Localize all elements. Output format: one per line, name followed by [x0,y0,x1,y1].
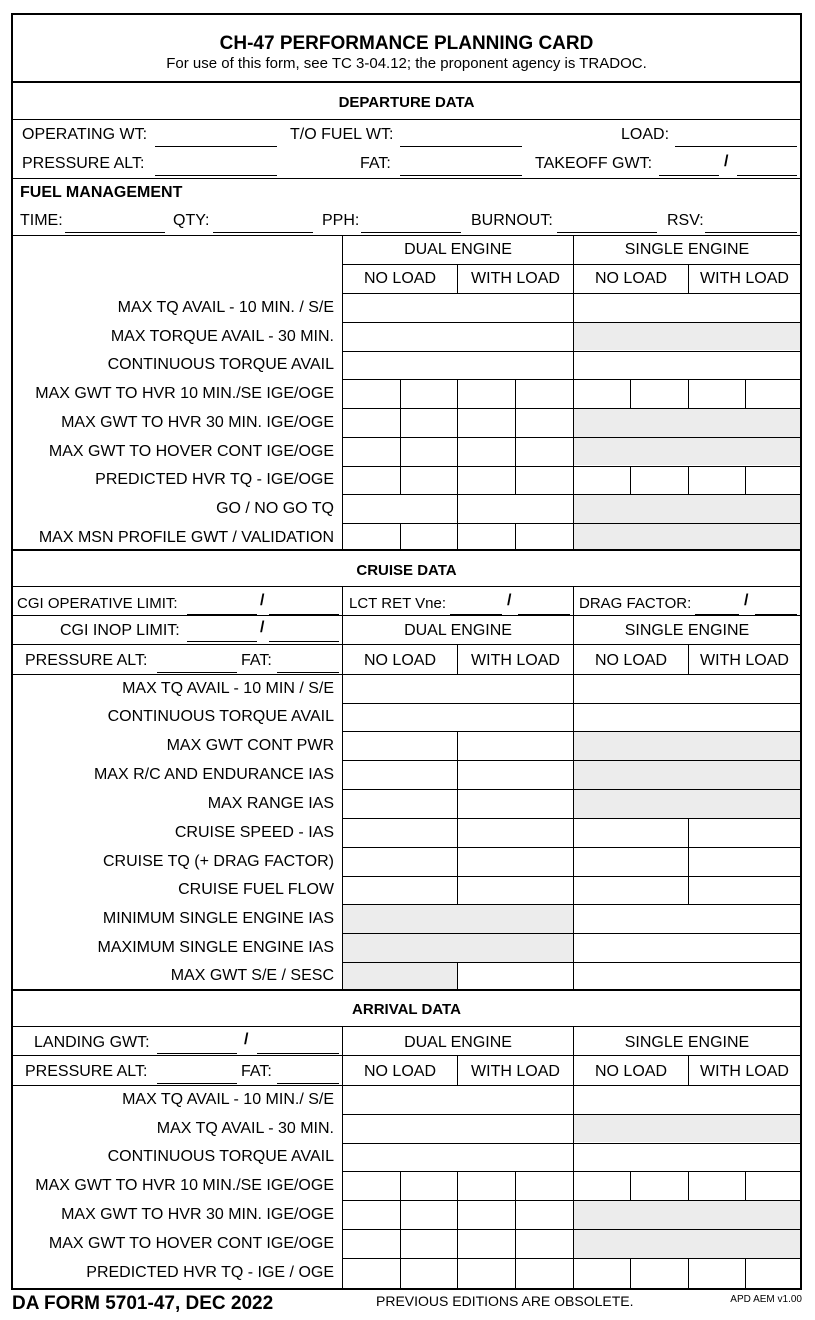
drag-factor-label: DRAG FACTOR: [579,595,692,612]
cruise-pressure-alt-label: PRESSURE ALT: [25,652,148,669]
cgi-operative-slash: / [260,592,265,609]
cgi-inop-field-a[interactable] [187,620,257,642]
cruise-single-no-load: NO LOAD [594,652,667,669]
lct-ret-vne-label: LCT RET Vne: [349,595,446,612]
fuel-time-label: TIME: [20,212,63,229]
arrival-row-label: MAX GWT TO HOVER CONT IGE/OGE [48,1235,334,1252]
takeoff-gwt-label: TAKEOFF GWT: [535,155,653,172]
cruise-row-label: MAX GWT S/E / SESC [170,967,334,984]
fuel-burnout-field[interactable] [557,211,657,233]
cruise-row-label: MAX RANGE IAS [207,795,334,812]
performance-planning-card [11,13,802,1290]
arrival-row-label: MAX GWT TO HVR 10 MIN./SE IGE/OGE [35,1177,334,1194]
to-fuel-wt-field[interactable] [400,125,522,147]
cruise-row-label: MAX GWT CONT PWR [166,737,334,754]
version-label: APD AEM v1.00 [730,1294,802,1305]
departure-row-label: GO / NO GO TQ [216,500,334,517]
departure-row-label: PREDICTED HVR TQ - IGE/OGE [95,471,334,488]
departure-row-label: MAX TORQUE AVAIL - 30 MIN. [110,328,334,345]
arrival-row-label: MAX TQ AVAIL - 30 MIN. [156,1120,334,1137]
departure-dual-engine-header: DUAL ENGINE [404,241,512,258]
departure-single-with-load: WITH LOAD [700,270,789,287]
form-title: CH-47 PERFORMANCE PLANNING CARD [219,33,594,54]
fuel-pph-field[interactable] [361,211,461,233]
cruise-pressure-alt-field[interactable] [157,651,237,673]
cruise-fat-field[interactable] [277,651,339,673]
arrival-dual-with-load: WITH LOAD [471,1063,560,1080]
departure-single-no-load: NO LOAD [594,270,667,287]
cruise-dual-with-load: WITH LOAD [471,652,560,669]
cruise-row-label: CRUISE TQ (+ DRAG FACTOR) [103,853,334,870]
drag-factor-slash: / [744,592,749,609]
departure-single-engine-header: SINGLE ENGINE [624,241,750,258]
cgi-inop-limit-label: CGI INOP LIMIT: [60,622,180,639]
departure-dual-no-load: NO LOAD [363,270,436,287]
cruise-single-engine-header: SINGLE ENGINE [624,622,750,639]
arrival-single-no-load: NO LOAD [594,1063,667,1080]
departure-row-label: CONTINUOUS TORQUE AVAIL [107,356,334,373]
takeoff-gwt-field-a[interactable] [659,154,719,176]
fuel-qty-field[interactable] [213,211,313,233]
operating-wt-label: OPERATING WT: [22,126,148,143]
takeoff-gwt-slash: / [724,153,729,170]
cruise-single-with-load: WITH LOAD [700,652,789,669]
fuel-management-title: FUEL MANAGEMENT [20,184,183,201]
fuel-rsv-label: RSV: [667,212,704,229]
cgi-operative-limit-label: CGI OPERATIVE LIMIT: [17,595,178,612]
takeoff-gwt-field-b[interactable] [737,154,797,176]
arrival-section-title: ARRIVAL DATA [352,1001,461,1018]
landing-gwt-field-b[interactable] [257,1032,339,1054]
lct-ret-field-a[interactable] [450,593,502,615]
cgi-operative-field-b[interactable] [269,593,339,615]
departure-pressure-alt-field[interactable] [155,154,277,176]
departure-row-label: MAX GWT TO HOVER CONT IGE/OGE [48,443,334,460]
arrival-pressure-alt-field[interactable] [157,1062,237,1084]
drag-factor-field-a[interactable] [695,593,739,615]
arrival-single-with-load: WITH LOAD [700,1063,789,1080]
cruise-row-label: CRUISE FUEL FLOW [178,881,334,898]
form-number: DA FORM 5701-47, DEC 2022 [12,1293,274,1314]
fuel-pph-label: PPH: [322,212,360,229]
arrival-pressure-alt-label: PRESSURE ALT: [25,1063,148,1080]
lct-ret-slash: / [507,592,512,609]
arrival-row-label: PREDICTED HVR TQ - IGE / OGE [86,1264,334,1281]
drag-factor-field-b[interactable] [755,593,797,615]
departure-row-label: MAX GWT TO HVR 10 MIN./SE IGE/OGE [35,385,334,402]
fuel-qty-label: QTY: [173,212,210,229]
arrival-dual-no-load: NO LOAD [363,1063,436,1080]
arrival-single-engine-header: SINGLE ENGINE [624,1034,750,1051]
obsolete-notice: PREVIOUS EDITIONS ARE OBSOLETE. [376,1293,634,1309]
arrival-dual-engine-header: DUAL ENGINE [404,1034,512,1051]
departure-row-label: MAX GWT TO HVR 30 MIN. IGE/OGE [61,414,334,431]
cruise-dual-no-load: NO LOAD [363,652,436,669]
form-subtitle: For use of this form, see TC 3-04.12; the proponent agency is TRADOC. [166,55,647,72]
departure-section-title: DEPARTURE DATA [338,94,475,111]
operating-wt-field[interactable] [155,125,277,147]
landing-gwt-slash: / [244,1031,249,1048]
load-label: LOAD: [621,126,670,143]
arrival-fat-field[interactable] [277,1062,339,1084]
departure-row-label: MAX TQ AVAIL - 10 MIN. / S/E [117,299,334,316]
arrival-row-label: CONTINUOUS TORQUE AVAIL [107,1148,334,1165]
to-fuel-wt-label: T/O FUEL WT: [290,126,394,143]
fuel-time-field[interactable] [65,211,165,233]
fuel-burnout-label: BURNOUT: [471,212,553,229]
arrival-fat-label: FAT: [241,1063,272,1080]
fuel-rsv-field[interactable] [705,211,797,233]
departure-fat-label: FAT: [360,155,391,172]
cruise-dual-engine-header: DUAL ENGINE [404,622,512,639]
departure-row-label: MAX MSN PROFILE GWT / VALIDATION [38,529,334,546]
arrival-row-label: MAX GWT TO HVR 30 MIN. IGE/OGE [61,1206,334,1223]
cruise-row-label: MAX R/C AND ENDURANCE IAS [93,766,334,783]
landing-gwt-field-a[interactable] [157,1032,237,1054]
cruise-section-title: CRUISE DATA [356,562,457,579]
cgi-inop-slash: / [260,619,265,636]
cruise-row-label: CONTINUOUS TORQUE AVAIL [107,708,334,725]
cruise-row-label: CRUISE SPEED - IAS [174,824,334,841]
cruise-fat-label: FAT: [241,652,272,669]
cruise-row-label: MINIMUM SINGLE ENGINE IAS [102,910,334,927]
lct-ret-field-b[interactable] [518,593,570,615]
landing-gwt-label: LANDING GWT: [34,1034,150,1051]
cruise-row-label: MAXIMUM SINGLE ENGINE IAS [97,939,334,956]
cgi-inop-field-b[interactable] [269,620,339,642]
load-field[interactable] [675,125,797,147]
cgi-operative-field-a[interactable] [187,593,257,615]
departure-dual-with-load: WITH LOAD [471,270,560,287]
departure-fat-field[interactable] [400,154,522,176]
arrival-row-label: MAX TQ AVAIL - 10 MIN./ S/E [122,1091,334,1108]
cruise-row-label: MAX TQ AVAIL - 10 MIN / S/E [122,680,334,697]
departure-pressure-alt-label: PRESSURE ALT: [22,155,145,172]
